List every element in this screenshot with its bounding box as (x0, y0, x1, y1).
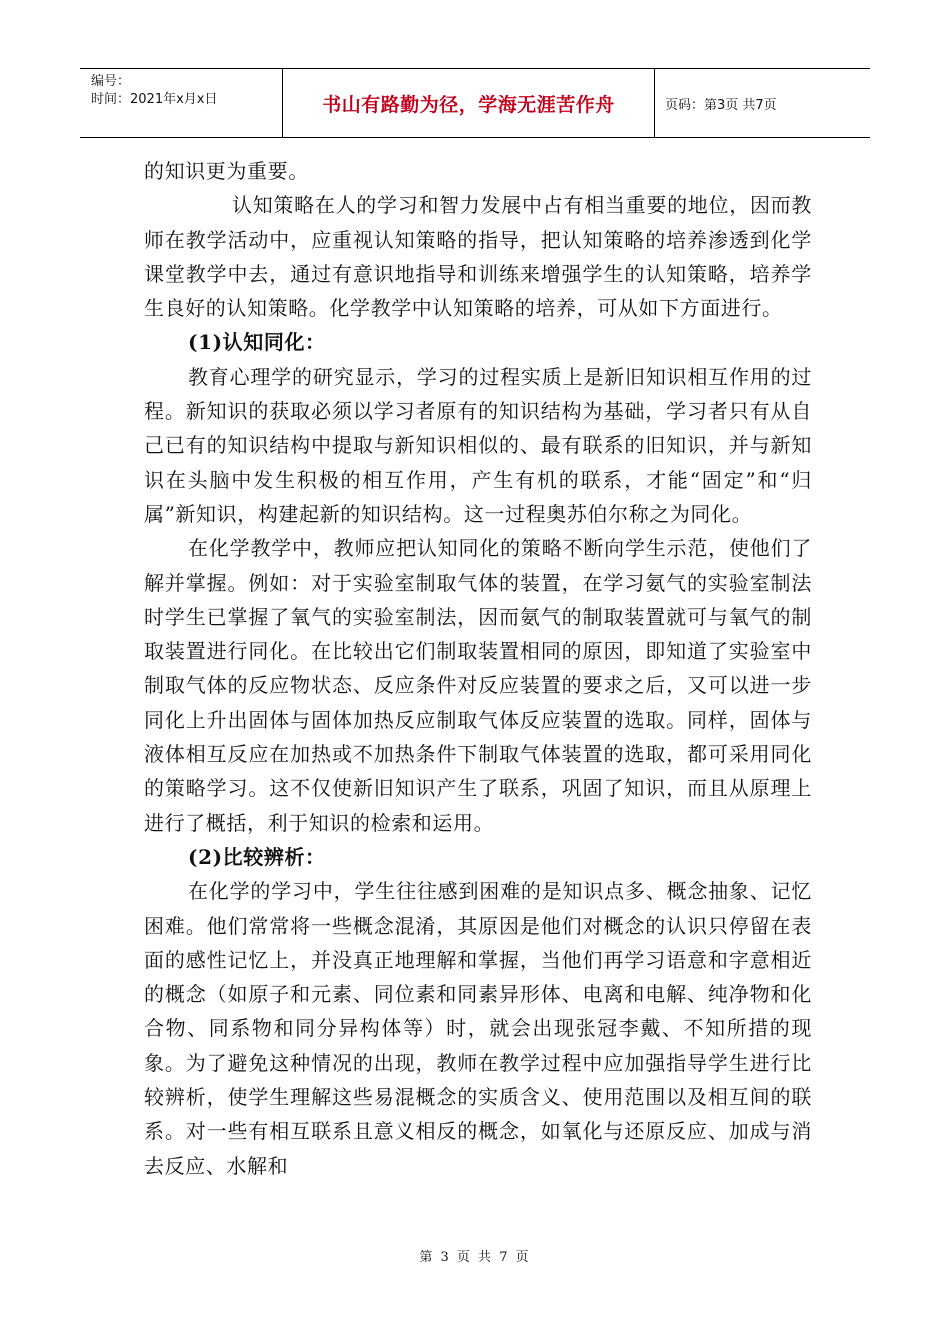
paragraph-comparison: 在化学的学习中，学生往往感到困难的是知识点多、概念抽象、记忆困难。他们常常将一些概念混淆，其原因是他们对概念的认识只停留在表面的感性记忆上，并没真正地理解和掌握，当他们再学习语意和字意相近的概念（如原子和元素、同位素和同素异形体、电离和电解、纯净物和化合物、同系物和同分异构体等）时，就会出现张冠李戴、不知所措的现象。为了避免这种情况的出现，教师在教学过程中应加强指导学生进行比较辨析，使学生理解这些易混概念的实质含义、使用范围以及相互间的联系。对一些有相互联系且意义相反的概念，如氧化与还原反应、加成与消去反应、水解和 (144, 879, 812, 1178)
paragraph-assimilation-example: 在化学教学中，教师应把认知同化的策略不断向学生示范，使他们了解并掌握。例如：对于实验室制取气体的装置，在学习氨气的实验室制法时学生已掌握了氧气的实验室制法，因而氨气的制取装置就可与氧气的制取装置进行同化。在比较出它们制取装置相同的原因，即知道了实验室中制取气体的反应物状态、反应条件对反应装置的要求之后，又可以进一步同化上升出固体与固体加热反应制取气体反应装置的选取。同样，固体与液体相互反应在加热或不加热条件下制取气体装置的选取，都可采用同化的策略学习。这不仅使新旧知识产生了联系，巩固了知识，而且从原理上进行了概括，利于知识的检索和运用。 (144, 536, 812, 835)
header-page-info: 页码：第3页 共7页 (665, 97, 777, 113)
header-meta (80, 69, 283, 137)
paragraph-intro: 认知策略在人的学习和智力发展中占有相当重要的地位，因而教师在教学活动中，应重视认知策略的指导，把认知策略的培养渗透到化学课堂教学中去，通过有意识地指导和训练来增强学生的认知策略，培养学生良好的认知策略。化学教学中认知策略的培养，可从如下方面进行。 (144, 193, 812, 321)
section-heading-cognitive-assimilation: (1)认知同化： (188, 330, 326, 355)
document-body (144, 154, 812, 1183)
paragraph-assimilation-theory: 教育心理学的研究显示，学习的过程实质上是新旧知识相互作用的过程。新知识的获取必须以学习者原有的知识结构为基础，学习者只有从自己已有的知识结构中提取与新知识相似的、最有联系的旧知识，并与新知识在头脑中发生积极的相互作用，产生有机的联系，才能“固定”和“归属”新知识，构建起新的知识结构。这一过程奥苏伯尔称之为同化。 (144, 364, 812, 526)
paragraph-continuation: 的知识更为重要。 (144, 159, 309, 183)
section-heading-comparison-analysis: (2)比较辨析： (188, 844, 326, 869)
page-footer: 第 3 页 共 7 页 (419, 1250, 531, 1265)
page-header (80, 68, 870, 138)
document-number-label: 编号： (91, 74, 131, 89)
document-date: 时间：2021年x月x日 (91, 92, 218, 107)
header-motto: 书山有路勤为径，学海无涯苦作舟 (283, 69, 655, 137)
